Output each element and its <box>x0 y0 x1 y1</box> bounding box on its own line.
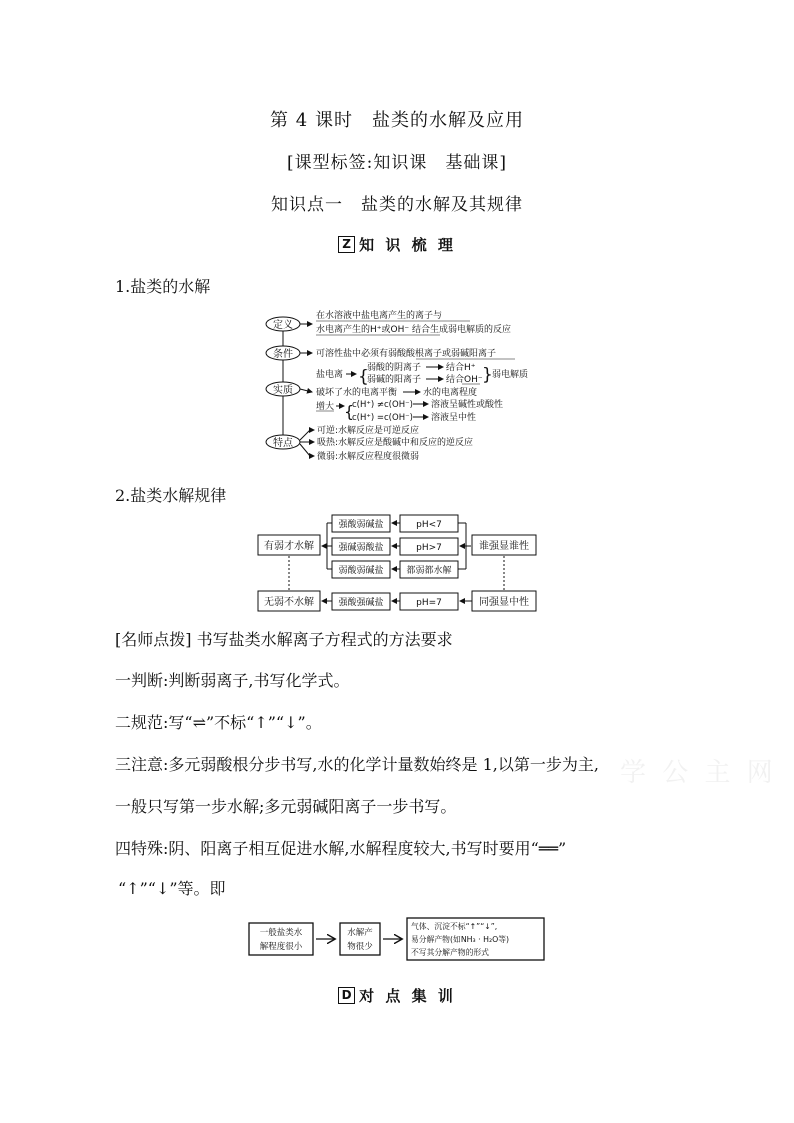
hydrolysis-rules-diagram <box>250 510 550 615</box>
badge-text: 对 点 集 训 <box>359 987 456 1005</box>
badge-letter-d: D <box>338 987 355 1004</box>
hydrolysis-flow-diagram <box>246 915 548 963</box>
flow-box3-line3: 不写其分解产物的形式 <box>411 948 489 957</box>
lesson-tag: [课型标签:知识课 基础课] <box>287 153 507 173</box>
mm-feature-label: 特点 <box>273 438 293 449</box>
mm-increase: 增大 <box>316 402 335 412</box>
mm-condition-text: 可溶性盐中必须有弱酸酸根离子或弱碱阳离子 <box>316 349 497 359</box>
svg-text:{: { <box>344 402 355 421</box>
hydrolysis-mindmap <box>240 300 570 470</box>
tip-title: [名师点拨] 书写盐类水解离子方程式的方法要求 <box>115 630 453 649</box>
svg-text:{: { <box>358 367 369 387</box>
tip-line-3: 三注意:多元弱酸根分步书写,水的化学计量数始终是 1,以第一步为主, <box>115 755 599 774</box>
mm-weak-base-cation: 弱碱的阳离子 <box>367 375 422 385</box>
flow-box3-line2: 易分解产物(如NH₃ · H₂O等) <box>411 935 510 944</box>
mm-condition-label: 条件 <box>273 349 293 360</box>
mm-degree: 水的电离程度 <box>423 388 478 398</box>
tip-line-2: 二规范:写“⇌”不标“↑”“↓”。 <box>115 713 322 732</box>
mm-combine-h: 结合H⁺ <box>446 363 476 373</box>
badge-text: 知 识 梳 理 <box>359 236 456 254</box>
mm-neq-result: 溶液呈碱性或酸性 <box>431 400 504 410</box>
rule-ph-gt7: pH>7 <box>416 543 442 553</box>
lesson-title: 第 4 课时 盐类的水解及应用 <box>270 110 524 131</box>
rule-weak-acid-weak-base: 弱酸弱碱盐 <box>338 566 384 576</box>
flow-box3-line1: 气体、沉淀不标“↑”“↓”, <box>411 922 498 931</box>
rule-ph-lt7: pH<7 <box>416 520 442 530</box>
mm-definition-line2: 水电离产生的H⁺或OH⁻ 结合生成弱电解质的反应 <box>316 325 511 335</box>
mm-feature-item1: 可逆:水解反应是可逆反应 <box>317 426 420 436</box>
mm-break-balance: 破坏了水的电离平衡 <box>316 388 398 398</box>
section-1-title: 1.盐类的水解 <box>115 277 211 296</box>
rule-no-weak: 无弱不水解 <box>264 597 314 608</box>
practice-badge <box>0 984 794 1006</box>
rule-same-strong: 同强显中性 <box>479 597 529 608</box>
watermark: 学 公 主 网 <box>620 758 777 788</box>
flow-box2-line1: 水解产 <box>347 928 373 938</box>
section-2-title: 2.盐类水解规律 <box>115 486 227 505</box>
rule-strong-base-weak-acid: 强碱弱酸盐 <box>338 543 384 553</box>
mm-neq: c(H⁺) ≠c(OH⁻) <box>352 400 413 410</box>
flow-box1-line1: 一般盐类水 <box>259 928 303 938</box>
svg-text:}: } <box>482 365 493 385</box>
rule-weak-hydrolyze: 有弱才水解 <box>264 541 314 552</box>
rule-ph-eq7: pH=7 <box>416 598 442 608</box>
mm-feature-item2: 吸热:水解反应是酸碱中和反应的逆反应 <box>317 438 474 448</box>
review-badge <box>0 233 794 255</box>
mm-feature-item3: 微弱:水解反应程度很微弱 <box>317 452 420 462</box>
tip-line-4: 一般只写第一步水解;多元弱碱阳离子一步书写。 <box>115 797 457 816</box>
mm-salt-ion: 盐电离 <box>316 370 344 380</box>
mm-eq: c(H⁺) =c(OH⁻) <box>352 413 413 423</box>
tip-line-5: 四特殊:阴、阳离子相互促进水解,水解程度较大,书写时要用“══” <box>115 839 567 858</box>
rule-stronger-shows: 谁强显谁性 <box>479 541 529 552</box>
flow-box1-line2: 解程度很小 <box>259 942 303 952</box>
flow-box2-line2: 物很少 <box>347 942 373 952</box>
rule-strong-acid-strong-base: 强酸强碱盐 <box>338 598 384 608</box>
tip-line-1: 一判断:判断弱离子,书写化学式。 <box>115 671 350 690</box>
mm-weak-acid-anion: 弱酸的阴离子 <box>367 363 422 373</box>
rule-both-weak: 都弱都水解 <box>406 566 452 576</box>
knowledge-point-title: 知识点一 盐类的水解及其规律 <box>271 195 523 215</box>
badge-letter-z: Z <box>338 236 355 253</box>
mm-eq-result: 溶液呈中性 <box>431 413 477 423</box>
mm-weak-electrolyte: 弱电解质 <box>492 370 529 380</box>
mm-definition-line1: 在水溶液中盐电离产生的离子与 <box>316 311 443 321</box>
mm-definition-label: 定义 <box>273 320 293 331</box>
rule-strong-acid-weak-base: 强酸弱碱盐 <box>338 520 384 530</box>
mm-combine-oh: 结合OH⁻ <box>446 375 483 385</box>
mm-essence-label: 实质 <box>273 385 293 396</box>
tip-line-6: “↑”“↓”等。即 <box>118 879 226 898</box>
